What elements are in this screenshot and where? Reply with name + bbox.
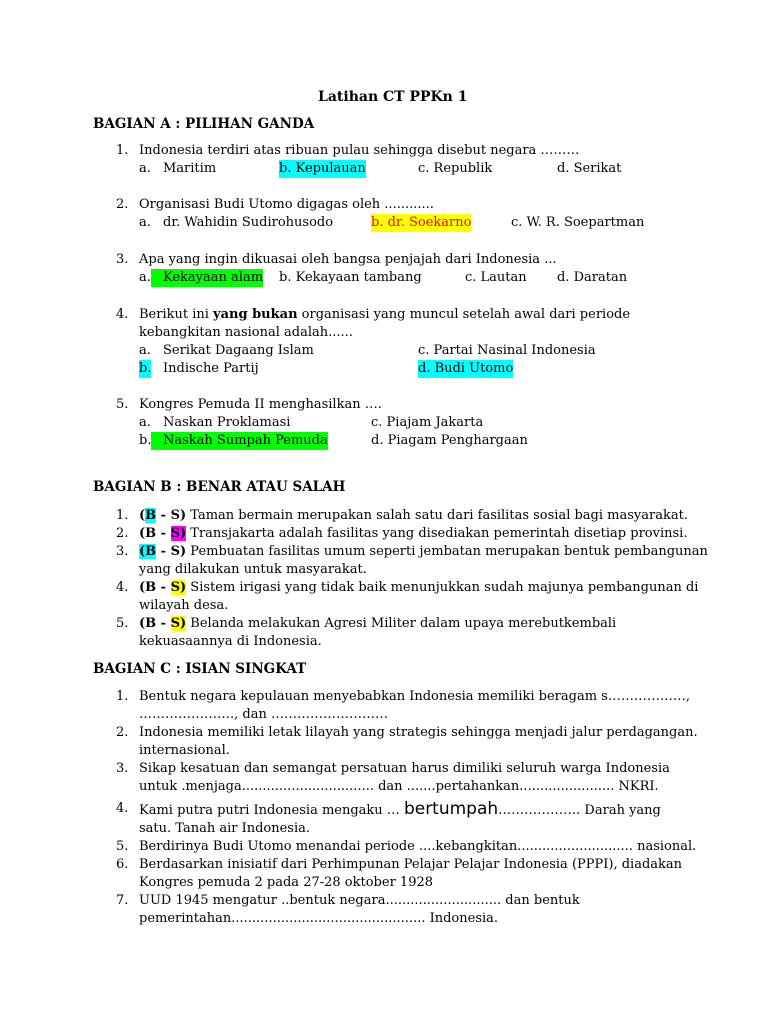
true-false-item: (B - S) Transjakarta adalah fasilitas yang disediakan pemerintah disetiap provinsi. xyxy=(139,526,688,541)
true-false-item: (B - S) Taman bermain merupakan salah satu dari fasilitas sosial bagi masyarakat. xyxy=(139,508,688,523)
fill-in-item: Bentuk negara kepulauan menyebabkan Indonesia memiliki beragam s………………, xyxy=(139,689,690,704)
option: c. Partai Nasinal Indonesia xyxy=(418,343,596,358)
option: d. Piagam Penghargaan xyxy=(371,433,528,448)
true-false-item-cont: kekuasaannya di Indonesia. xyxy=(139,634,322,649)
question-number: 3. xyxy=(116,252,129,267)
item-number: 1. xyxy=(116,689,129,704)
fill-in-item-cont: untuk .menjaga................................ dan .......pertahankan....................... NKRI. xyxy=(139,779,659,794)
question-number: 2. xyxy=(116,197,129,212)
fill-in-item: Kami putra putri Indonesia mengaku … bertumpah………………. Darah yang xyxy=(139,799,661,819)
fill-in-item: Sikap kesatuan dan semangat persatuan harus dimiliki seluruh warga Indonesia xyxy=(139,761,670,776)
option: d. Daratan xyxy=(557,270,628,285)
option: c. Lautan xyxy=(465,270,527,285)
option-letter: a. xyxy=(139,161,151,176)
option-answer: b. dr. Soekarno xyxy=(371,215,472,230)
question-text: Kongres Pemuda II menghasilkan …. xyxy=(139,397,382,412)
option: c. Republik xyxy=(418,161,493,176)
true-false-item: (B - S) Belanda melakukan Agresi Militer dalam upaya merebutkembali xyxy=(139,616,617,631)
item-number: 3. xyxy=(116,761,129,776)
page-title: Latihan CT PPKn 1 xyxy=(318,89,468,105)
option-answer: Naskah Sumpah Pemuda xyxy=(151,432,328,450)
fill-in-item: UUD 1945 mengatur ..bentuk negara............................ dan bentuk xyxy=(139,893,580,908)
option-answer: b. Kepulauan xyxy=(279,161,366,176)
section-a-heading: BAGIAN A : PILIHAN GANDA xyxy=(93,116,315,132)
item-number: 2. xyxy=(116,526,129,541)
option: c. W. R. Soepartman xyxy=(511,215,645,230)
question-number: 5. xyxy=(116,397,129,412)
item-number: 7. xyxy=(116,893,129,908)
option: dr. Wahidin Sudirohusodo xyxy=(163,215,334,230)
option-answer: d. Budi Utomo xyxy=(418,361,514,376)
item-number: 6. xyxy=(116,857,129,872)
true-false-item: (B - S) Pembuatan fasilitas umum seperti jembatan merupakan bentuk pembangunan xyxy=(139,544,708,559)
question-text: Organisasi Budi Utomo digagas oleh ............ xyxy=(139,197,434,212)
fill-in-item-cont: pemerintahan............................................... Indonesia. xyxy=(139,911,499,926)
fill-in-item-cont: satu. Tanah air Indonesia. xyxy=(139,821,311,836)
option-answer: Indische Partij xyxy=(163,361,259,376)
option-letter: a. xyxy=(139,270,151,285)
item-number: 2. xyxy=(116,725,129,740)
fill-in-item: Berdirinya Budi Utomo menandai periode ....kebangkitan............................ nasional. xyxy=(139,839,697,854)
option-letter: a. xyxy=(139,415,151,430)
true-false-item: (B - S) Sistem irigasi yang tidak baik menunjukkan sudah majunya pembangunan di xyxy=(139,580,699,595)
fill-in-item: Indonesia memiliki letak lilayah yang strategis sehingga menjadi jalur perdagangan. xyxy=(139,725,698,740)
option-letter-answer: b. xyxy=(139,361,152,376)
fill-in-item: Berdasarkan inisiatif dari Perhimpunan Pelajar Pelajar Indonesia (PPPI), diadakan xyxy=(139,857,683,872)
option-letter: a. xyxy=(139,343,151,358)
option: Maritim xyxy=(163,161,217,176)
question-number: 4. xyxy=(116,307,129,322)
fill-in-item-cont: internasional. xyxy=(139,743,230,758)
question-text: Apa yang ingin dikuasai oleh bangsa penjajah dari Indonesia ... xyxy=(139,252,557,267)
option: d. Serikat xyxy=(557,161,622,176)
option-letter: b. xyxy=(139,433,152,448)
option: Naskan Proklamasi xyxy=(163,415,291,430)
question-text: Indonesia terdiri atas ribuan pulau sehingga disebut negara ……… xyxy=(139,143,580,158)
question-number: 1. xyxy=(116,143,129,158)
item-number: 3. xyxy=(116,544,129,559)
true-false-item-cont: yang dilakukan untuk masyarakat. xyxy=(139,562,367,577)
item-number: 4. xyxy=(116,580,129,595)
question-text: Berikut ini yang bukan organisasi yang muncul setelah awal dari periode xyxy=(139,307,631,322)
option-letter: a. xyxy=(139,215,151,230)
item-number: 5. xyxy=(116,616,129,631)
option: b. Kekayaan tambang xyxy=(279,270,422,285)
fill-in-item-cont: …………………., dan ……………………… xyxy=(139,707,388,722)
option: c. Piajam Jakarta xyxy=(371,415,484,430)
item-number: 5. xyxy=(116,839,129,854)
item-number: 1. xyxy=(116,508,129,523)
fill-in-item-cont: Kongres pemuda 2 pada 27-28 oktober 1928 xyxy=(139,875,434,890)
true-false-item-cont: wilayah desa. xyxy=(139,598,229,613)
option: Serikat Dagaang Islam xyxy=(163,343,314,358)
question-text: kebangkitan nasional adalah...... xyxy=(139,325,353,340)
option-answer: Kekayaan alam xyxy=(151,269,263,287)
section-b-heading: BAGIAN B : BENAR ATAU SALAH xyxy=(93,479,346,495)
section-c-heading: BAGIAN C : ISIAN SINGKAT xyxy=(93,661,307,677)
item-number: 4. xyxy=(116,801,129,816)
